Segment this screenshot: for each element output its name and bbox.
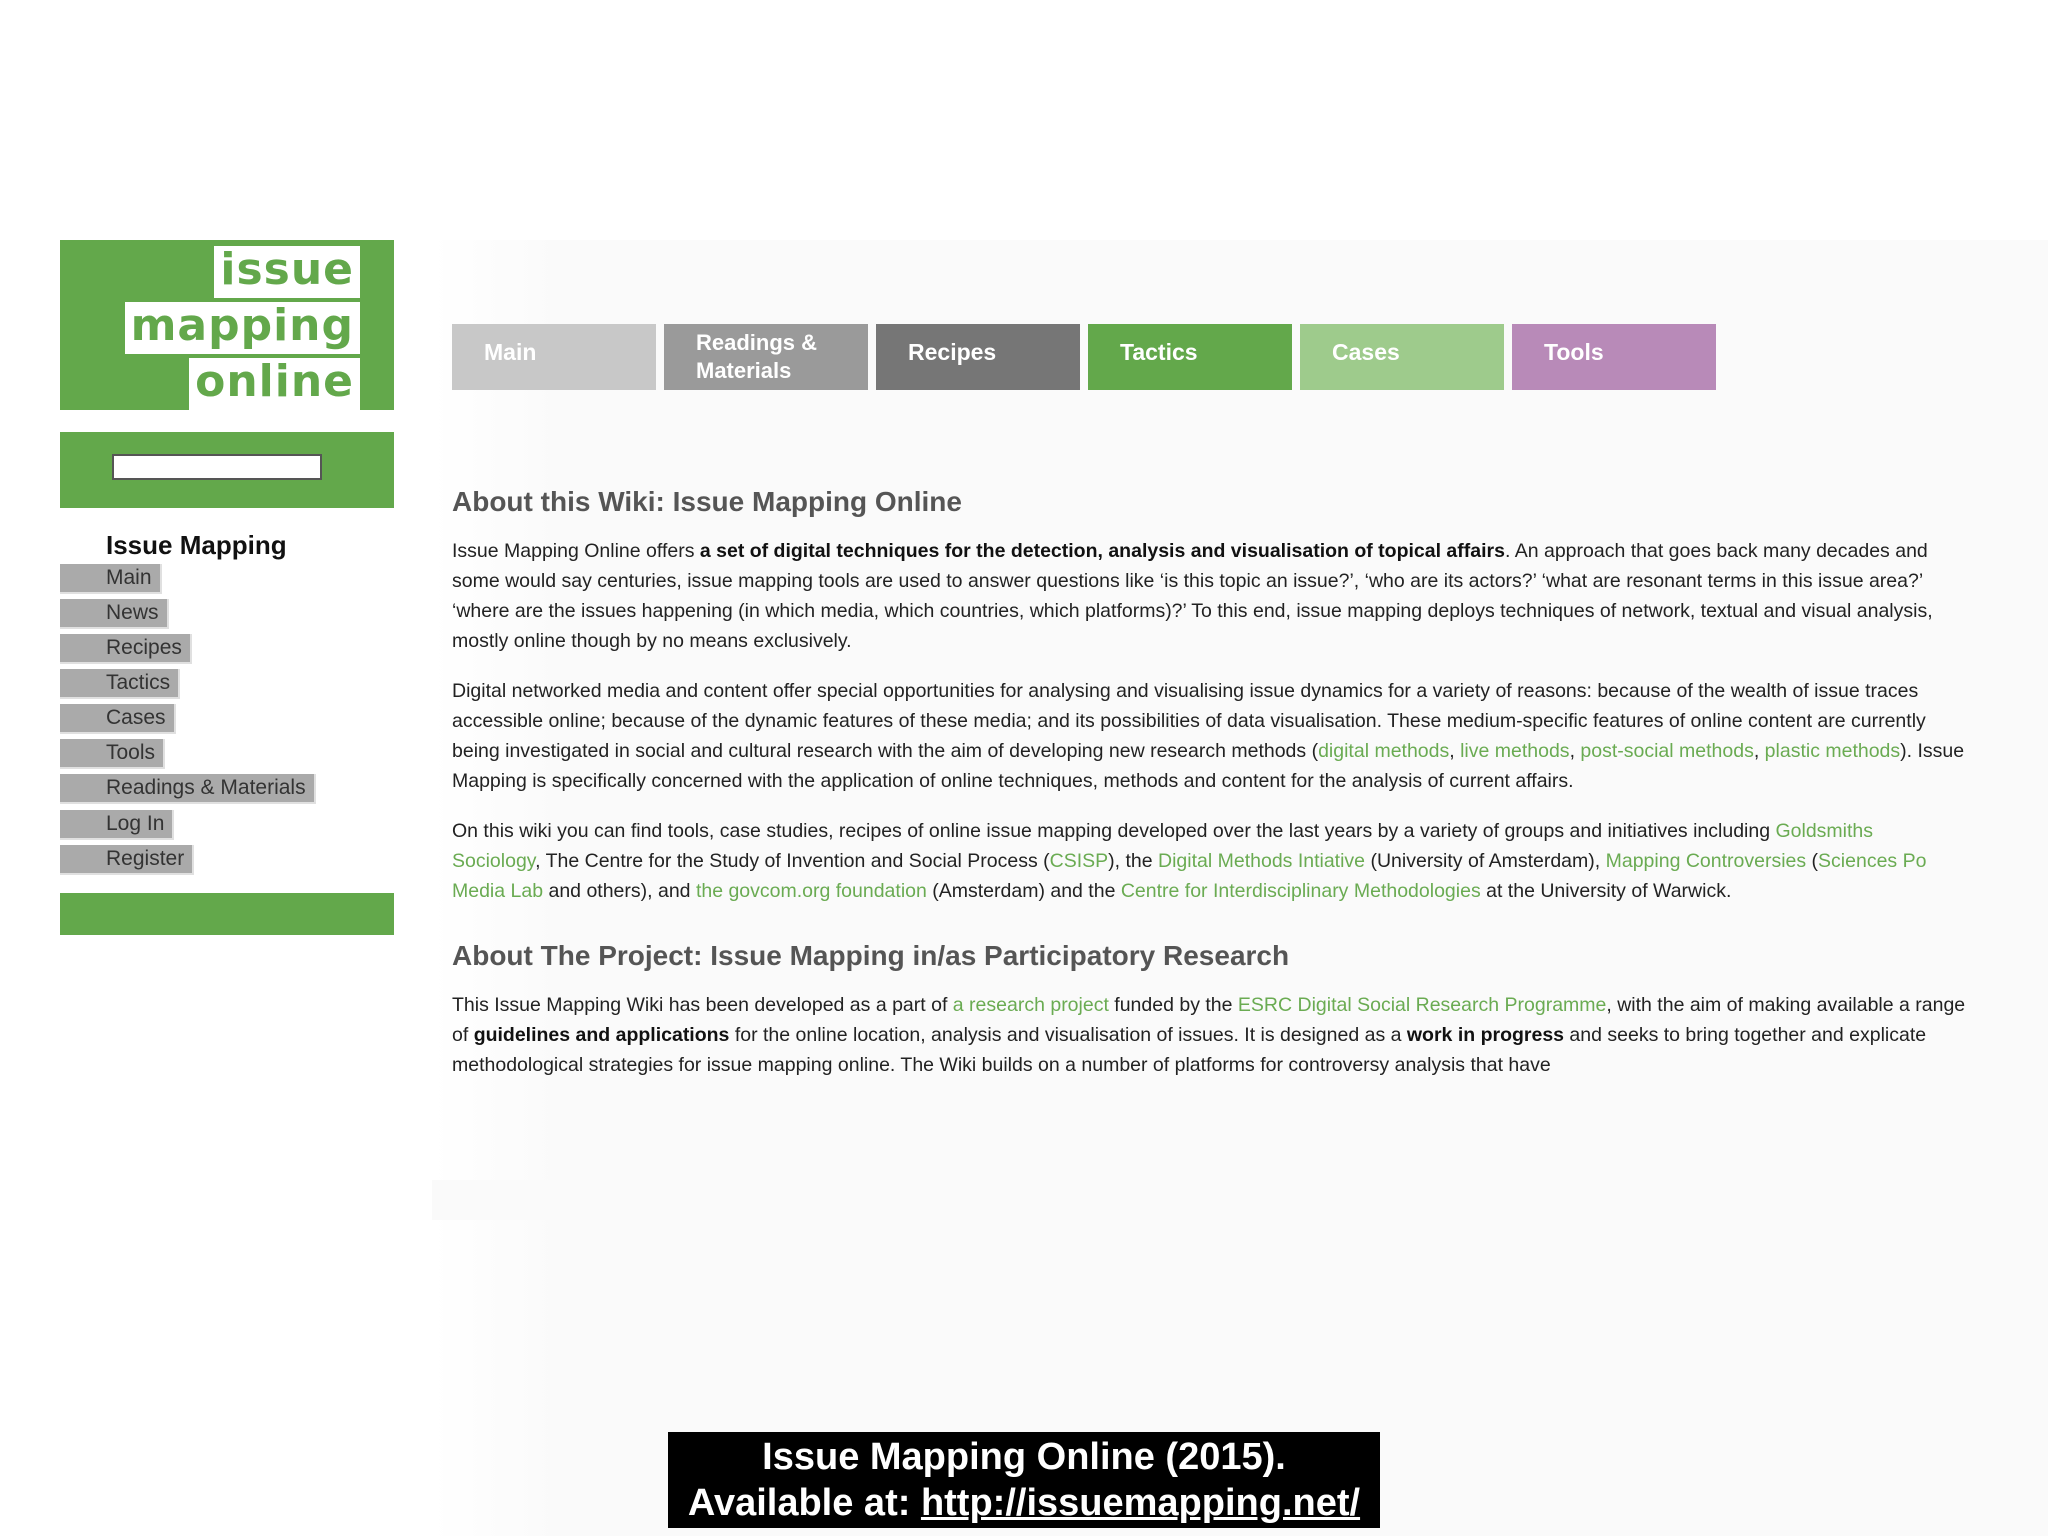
tab-cases-label: Cases: [1332, 339, 1400, 365]
tab-recipes[interactable]: [876, 324, 1080, 390]
text-span: ), the: [1108, 850, 1159, 872]
text-span: and seeks to bring together and explicate methodological strategies for issue mapping online. The Wiki builds on a number of platforms for controversy analysis that have: [452, 1024, 1927, 1076]
link-digital-methods[interactable]: digital methods: [1318, 740, 1450, 762]
logo-word-online: online: [189, 358, 360, 410]
text-span: On this wiki you can find tools, case studies, recipes of online issue mapping developed over the last years by a variety of groups and initiatives including: [452, 820, 1776, 842]
sidebar-item-tools[interactable]: Tools: [60, 739, 165, 769]
link-esrc-programme[interactable]: ESRC Digital Social Research Programme: [1237, 994, 1607, 1016]
sidebar-heading: Issue Mapping: [106, 530, 287, 560]
sidebar-item-cases[interactable]: Cases: [60, 704, 176, 734]
sidebar-item-tactics[interactable]: Tactics: [60, 669, 180, 699]
link-csisp[interactable]: CSISP: [1049, 850, 1109, 872]
text-span: (: [1806, 850, 1819, 872]
logo-word-mapping: mapping: [125, 302, 360, 354]
search-input[interactable]: [112, 454, 322, 480]
site-logo[interactable]: [60, 240, 394, 410]
paragraph-digital-media: [452, 676, 1966, 796]
text-span: , with the aim of making available a range of: [452, 994, 1966, 1046]
paragraph-project: [452, 990, 1966, 1080]
sidebar-item-recipes[interactable]: Recipes: [60, 634, 192, 664]
tab-readings-label-line2: Materials: [696, 358, 792, 383]
tab-tactics-label: Tactics: [1120, 339, 1198, 365]
link-sciences-po-media-lab[interactable]: Sciences Po Media Lab: [452, 850, 1927, 902]
text-span: ). Issue Mapping is specifically concerned with the application of online techniques, methods and content for the analysis of current affairs.: [452, 740, 1965, 792]
paragraph-wiki-intro: [452, 536, 1966, 656]
tab-main-label: Main: [484, 339, 537, 365]
link-centre-interdisciplinary-methodologies[interactable]: Centre for Interdisciplinary Methodologies: [1120, 880, 1481, 902]
section-heading-about-project: About The Project: Issue Mapping in/as Participatory Research: [452, 940, 1290, 971]
text-span: Issue Mapping Online offers: [452, 540, 700, 562]
text-span: for the online location, analysis and visualisation of issues. It is designed as a: [729, 1024, 1407, 1046]
caption-url-link[interactable]: http://issuemapping.net/: [920, 1482, 1361, 1524]
sidebar-item-readings[interactable]: Readings & Materials: [60, 774, 316, 804]
text-span: ,: [1449, 740, 1461, 762]
text-span: Digital networked media and content offer special opportunities for analysing and visualising issue dynamics for a variety of reasons: because of the wealth of issue traces accessible online; because of the dynamic features of these media; and its possibilities of data visualisation. These medium-specific features of online content are currently being investigated in social and cultural research with the aim of developing new research methods (: [452, 680, 1926, 762]
tab-main[interactable]: [452, 324, 656, 390]
text-span: , The Centre for the Study of Invention and Social Process (: [535, 850, 1050, 872]
link-digital-methods-initiative[interactable]: Digital Methods Intiative: [1158, 850, 1366, 872]
sidebar-account-nav: [60, 810, 194, 880]
link-mapping-controversies[interactable]: Mapping Controversies: [1605, 850, 1807, 872]
text-span: This Issue Mapping Wiki has been developed as a part of: [452, 994, 953, 1016]
text-span: at the University of Warwick.: [1480, 880, 1732, 902]
sidebar-footer-bar: [60, 893, 394, 935]
search-panel: [60, 432, 394, 508]
link-research-project[interactable]: a research project: [952, 994, 1109, 1016]
sidebar-item-register[interactable]: Register: [60, 845, 194, 875]
text-span: ,: [1569, 740, 1581, 762]
text-span: (University of Amsterdam),: [1365, 850, 1606, 872]
bold-text: work in progress: [1406, 1024, 1565, 1046]
link-govcom-foundation[interactable]: the govcom.org foundation: [695, 880, 927, 902]
link-goldsmiths-sociology[interactable]: Goldsmiths Sociology: [452, 820, 1874, 872]
caption-line2: [668, 1480, 1380, 1526]
citation-caption: [668, 1432, 1380, 1528]
bold-text: guidelines and applications: [473, 1024, 730, 1046]
tab-readings-label: [696, 329, 817, 385]
link-live-methods[interactable]: live methods: [1460, 740, 1570, 762]
tab-tools-label: Tools: [1544, 339, 1604, 365]
text-span: . An approach that goes back many decades and some would say centuries, issue mapping tools are used to answer questions like ‘is this topic an issue?’, ‘who are its actors?’ ‘what are resonant terms in this issue area?’ ‘where are the issues happening (in which media, which countries, which platforms)?’ To this end, issue mapping deploys techniques of network, textual and visual analysis, mostly online though by no means exclusively.: [452, 540, 1933, 652]
tab-recipes-label: Recipes: [908, 339, 997, 365]
tab-tactics[interactable]: [1088, 324, 1292, 390]
text-span: and others), and: [543, 880, 696, 902]
sidebar-item-news[interactable]: News: [60, 599, 169, 629]
main-content: [452, 480, 1966, 1100]
logo-word-issue: issue: [214, 246, 360, 298]
tab-readings-materials[interactable]: [664, 324, 868, 390]
content-cutoff: [432, 1180, 2048, 1220]
caption-line1: Issue Mapping Online (2015).: [762, 1436, 1286, 1478]
link-plastic-methods[interactable]: plastic methods: [1764, 740, 1901, 762]
paragraph-wiki-contents: [452, 816, 1966, 906]
sidebar-item-main[interactable]: Main: [60, 564, 162, 594]
tab-readings-label-line1: Readings &: [696, 330, 818, 355]
link-post-social-methods[interactable]: post-social methods: [1580, 740, 1754, 762]
text-span: ,: [1753, 740, 1765, 762]
text-span: funded by the: [1108, 994, 1238, 1016]
tab-cases[interactable]: [1300, 324, 1504, 390]
section-heading-about-wiki: About this Wiki: Issue Mapping Online: [452, 486, 962, 517]
sidebar-item-login[interactable]: Log In: [60, 810, 174, 840]
caption-prefix: Available at:: [687, 1482, 921, 1524]
sidebar-nav: [60, 564, 316, 809]
tab-tools[interactable]: [1512, 324, 1716, 390]
text-span: (Amsterdam) and the: [926, 880, 1121, 902]
bold-text: a set of digital techniques for the detection, analysis and visualisation of topical affairs: [699, 540, 1505, 562]
